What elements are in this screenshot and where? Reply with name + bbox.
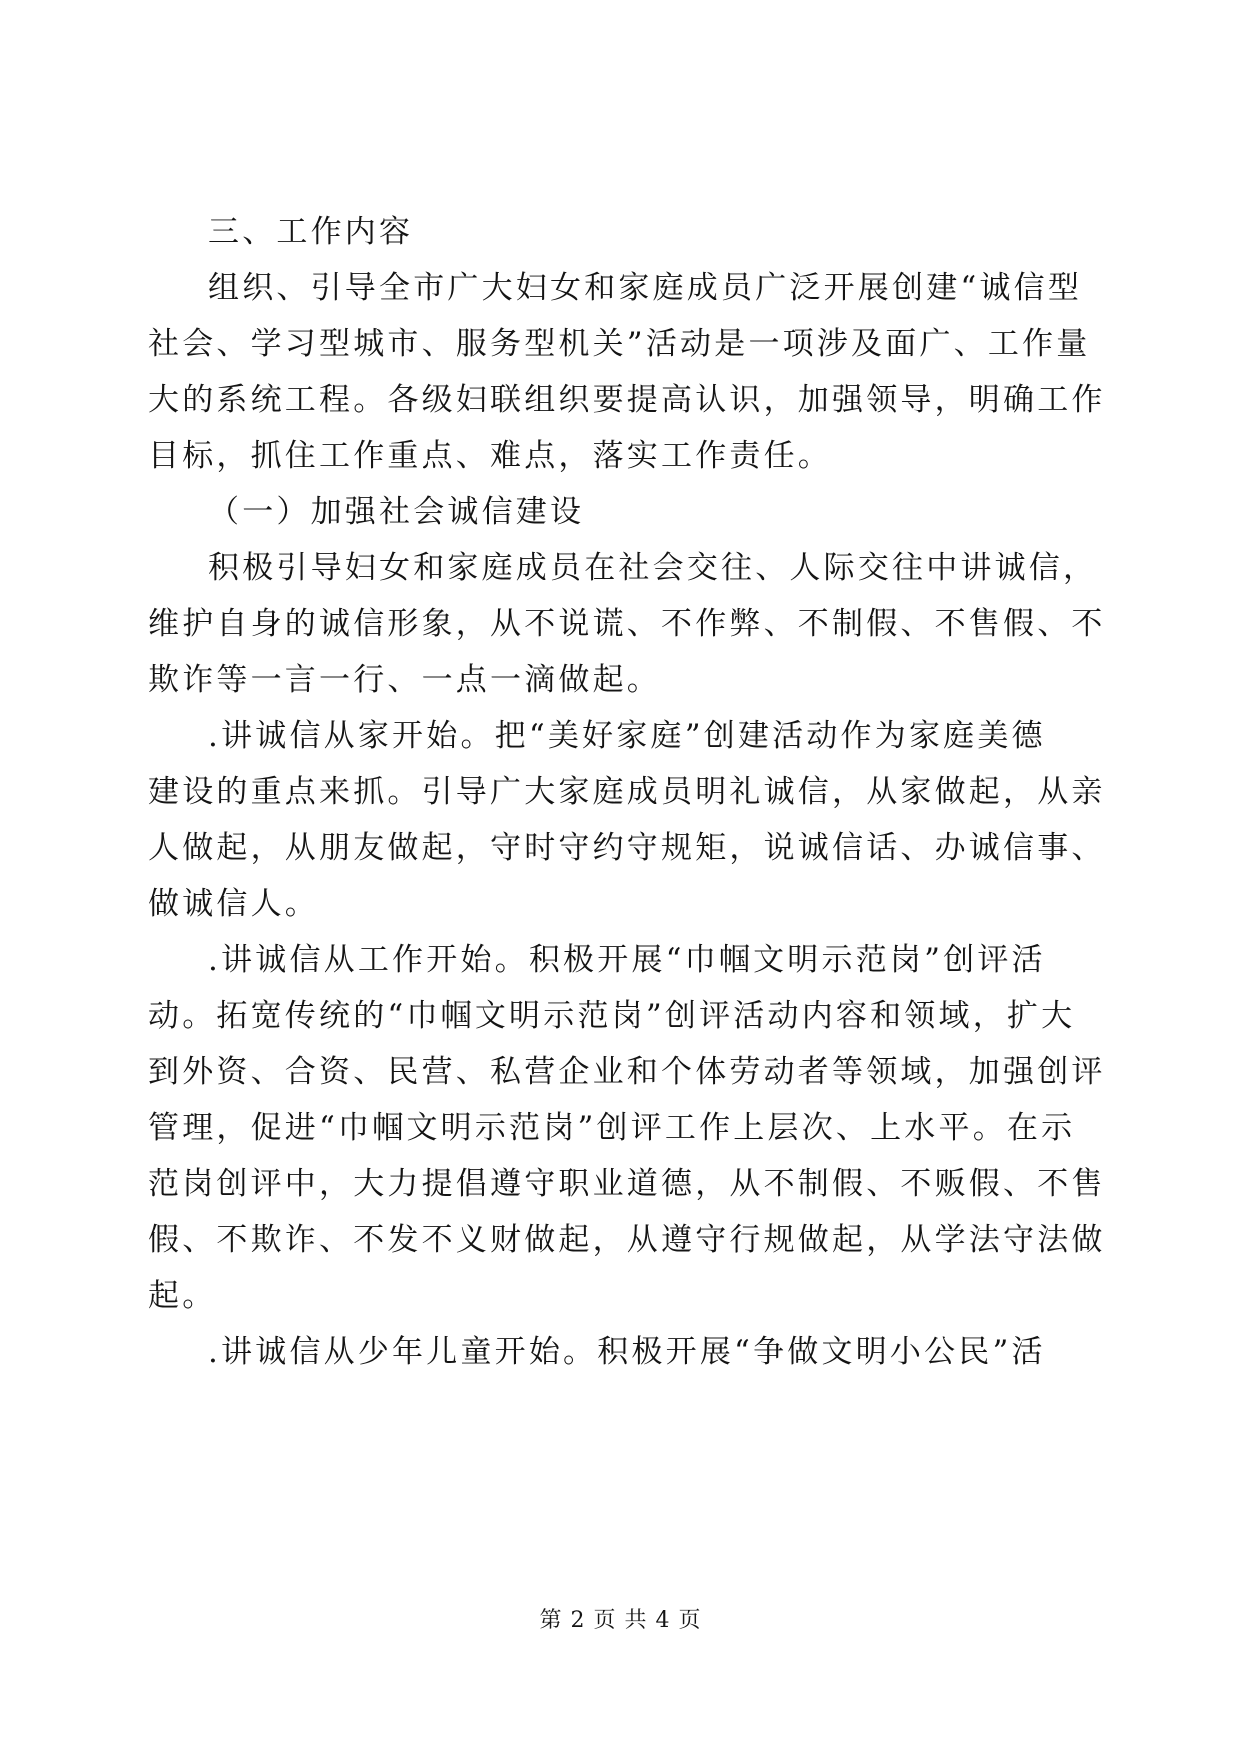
paragraph-line: .讲诚信从家开始。把“美好家庭”创建活动作为家庭美德 xyxy=(208,718,1046,754)
section-heading: 三、工作内容 xyxy=(208,214,414,250)
paragraph-line: 做诚信人。 xyxy=(148,886,319,922)
paragraph-line: 积极引导妇女和家庭成员在社会交往、人际交往中讲诚信， xyxy=(208,550,1098,586)
paragraph-line: 人做起，从朋友做起，守时守约守规矩，说诚信话、办诚信事、 xyxy=(148,830,1106,866)
paragraph-line: .讲诚信从少年儿童开始。积极开展“争做文明小公民”活 xyxy=(208,1334,1046,1370)
paragraph-line: 维护自身的诚信形象，从不说谎、不作弊、不制假、不售假、不 xyxy=(148,606,1106,642)
paragraph-line: 管理，促进“巾帼文明示范岗”创评工作上层次、上水平。在示 xyxy=(148,1110,1076,1146)
paragraph-line: 社会、学习型城市、服务型机关”活动是一项涉及面广、工作量 xyxy=(148,326,1091,362)
page-number-footer: 第 2 页 共 4 页 xyxy=(539,1608,702,1633)
paragraph-line: 范岗创评中，大力提倡遵守职业道德，从不制假、不贩假、不售 xyxy=(148,1166,1106,1202)
paragraph-line: 目标，抓住工作重点、难点，落实工作责任。 xyxy=(148,438,832,474)
paragraph-line: 组织、引导全市广大妇女和家庭成员广泛开展创建“诚信型 xyxy=(208,270,1083,306)
paragraph-line: 假、不欺诈、不发不义财做起，从遵守行规做起，从学法守法做 xyxy=(148,1222,1106,1258)
subheading: （一）加强社会诚信建设 xyxy=(208,494,585,530)
paragraph-line: 动。拓宽传统的“巾帼文明示范岗”创评活动内容和领域，扩大 xyxy=(148,998,1076,1034)
paragraph-line: .讲诚信从工作开始。积极开展“巾帼文明示范岗”创评活 xyxy=(208,942,1046,978)
paragraph-line: 欺诈等一言一行、一点一滴做起。 xyxy=(148,662,661,698)
paragraph-line: 大的系统工程。各级妇联组织要提高认识，加强领导，明确工作 xyxy=(148,382,1106,418)
paragraph-line: 建设的重点来抓。引导广大家庭成员明礼诚信，从家做起，从亲 xyxy=(148,774,1106,810)
paragraph-line: 到外资、合资、民营、私营企业和个体劳动者等领域，加强创评 xyxy=(148,1054,1106,1090)
paragraph-line: 起。 xyxy=(148,1278,217,1314)
